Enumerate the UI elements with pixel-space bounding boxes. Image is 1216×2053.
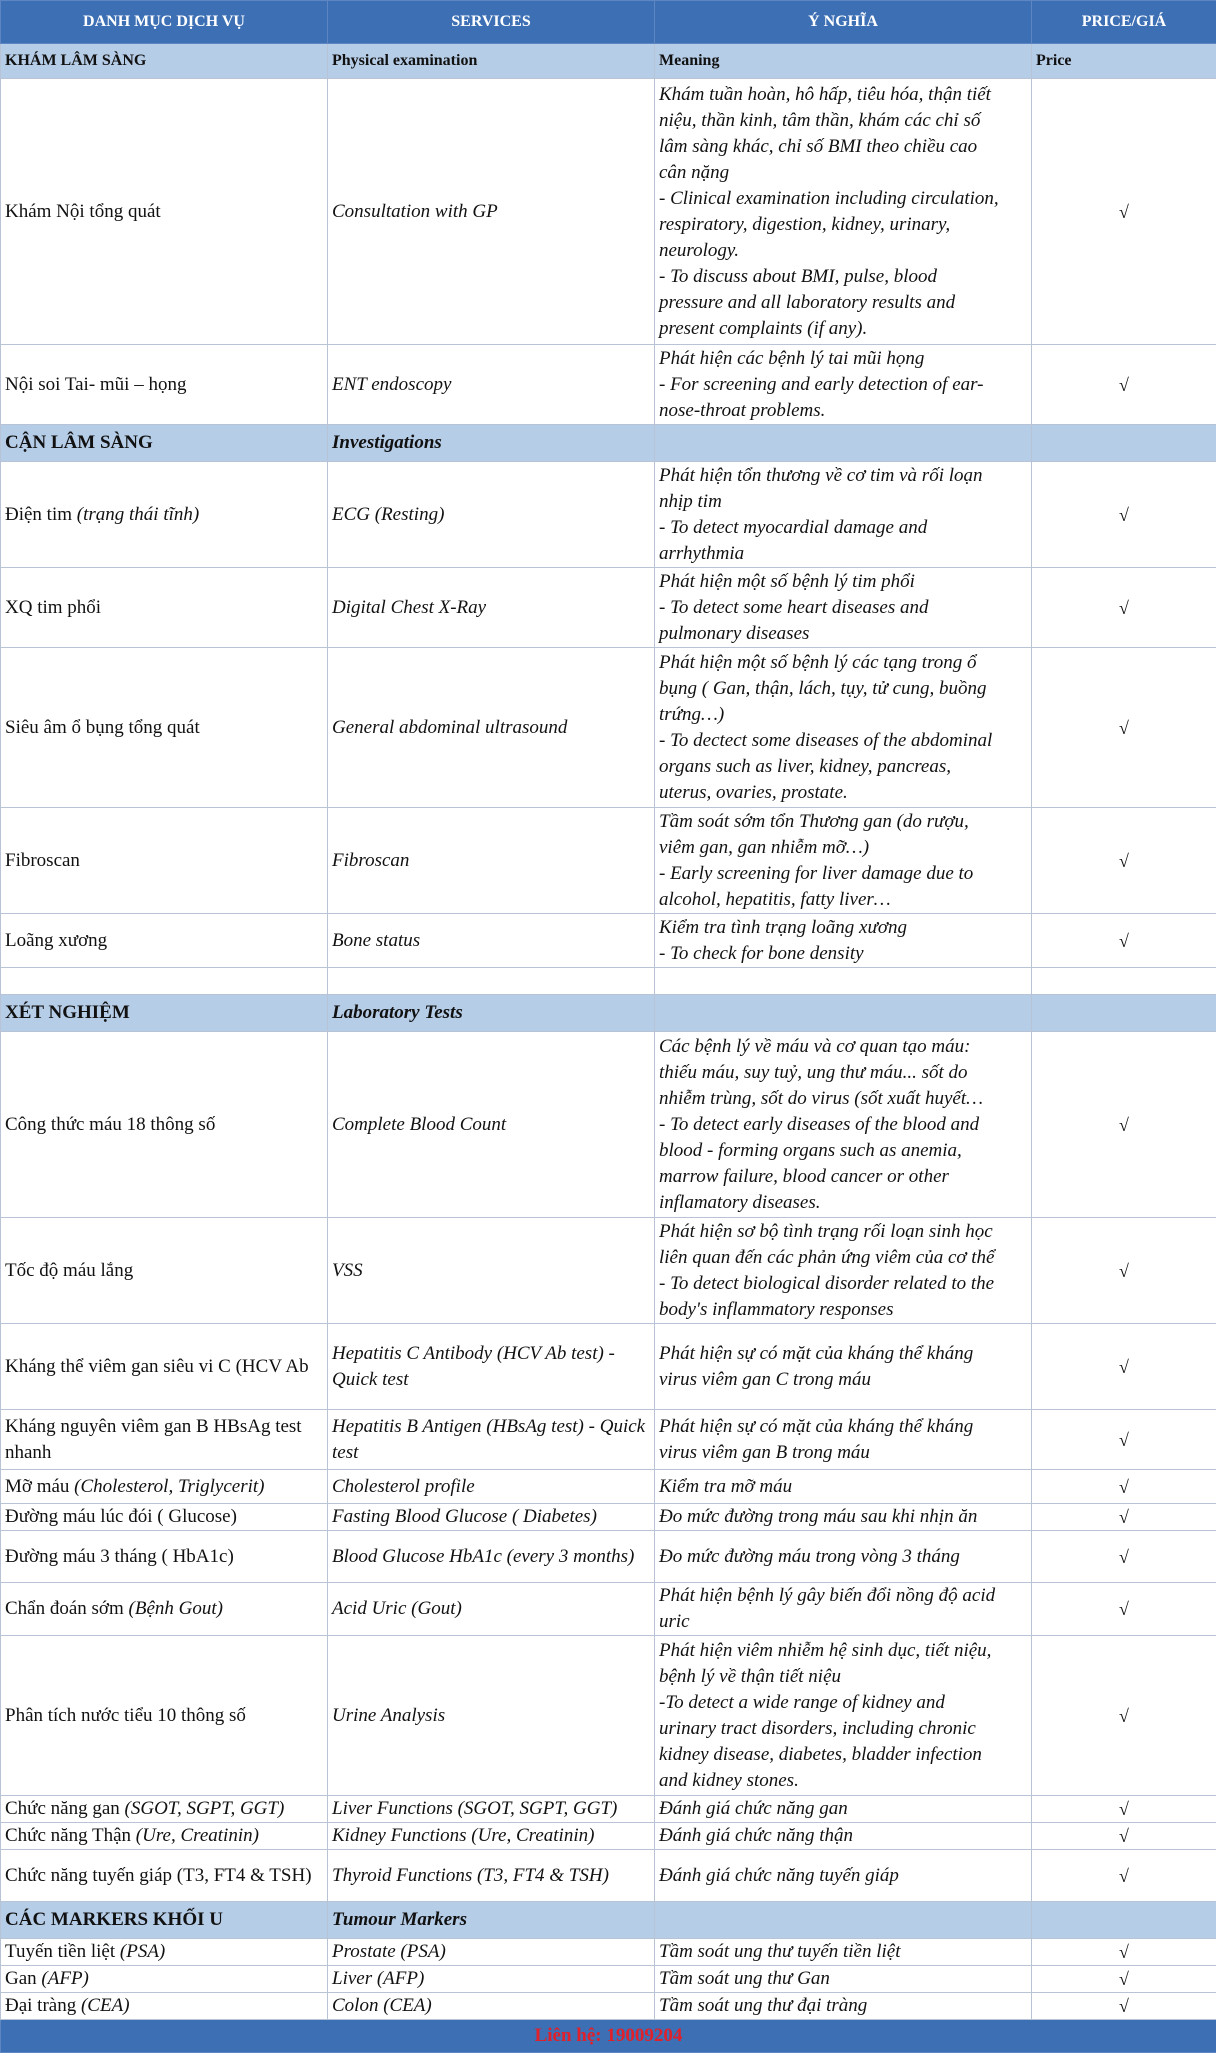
service-meaning	[655, 1636, 1032, 1796]
meaning-line: Đo mức đường máu trong vòng 3 tháng	[659, 1544, 1027, 1570]
service-meaning	[655, 568, 1032, 648]
meaning-line: Tầm soát sớm tổn Thương gan (do rượu,	[659, 809, 1027, 835]
subheader-clinical-en: Physical examination	[328, 44, 655, 79]
meaning-line: cân nặng	[659, 160, 1027, 186]
section-laboratory-tests	[1, 995, 1216, 1032]
section-title-en: Tumour Markers	[328, 1902, 655, 1939]
service-name-vi-text: Chẩn đoán sớm	[5, 1598, 129, 1619]
service-name-en: ENT endoscopy	[328, 345, 655, 425]
table-header-row	[1, 1, 1216, 44]
blank-cell	[1032, 968, 1216, 995]
service-meaning	[655, 1324, 1032, 1410]
table-row	[1, 1470, 1216, 1504]
service-name-vi	[1, 1324, 328, 1410]
meaning-line: liên quan đến các phản ứng viêm của cơ thể	[659, 1245, 1027, 1271]
meaning-line: Đánh giá chức năng gan	[659, 1796, 1027, 1822]
service-name-vi	[1, 1032, 328, 1218]
blank-row	[1, 968, 1216, 995]
section-title-vi: CẬN LÂM SÀNG	[1, 425, 328, 462]
service-name-vi-note: (Ure, Creatinin)	[136, 1825, 259, 1846]
service-name-vi-text: XQ tim phổi	[5, 597, 101, 618]
service-name-vi-text: Đường máu 3 tháng ( HbA1c)	[5, 1546, 234, 1567]
service-name-vi-note: (CEA)	[81, 1995, 130, 2016]
service-name-en: Complete Blood Count	[328, 1032, 655, 1218]
service-name-vi-text: Nội soi Tai- mũi – họng	[5, 374, 186, 395]
meaning-line: marrow failure, blood cancer or other	[659, 1164, 1027, 1190]
service-name-en: Fasting Blood Glucose ( Diabetes)	[328, 1504, 655, 1531]
service-name-vi-note: (trạng thái tĩnh)	[77, 504, 199, 525]
service-name-vi-note: (AFP)	[41, 1968, 88, 1989]
service-meaning	[655, 914, 1032, 968]
table-row	[1, 1636, 1216, 1796]
service-name-vi-text: Đại tràng	[5, 1995, 81, 2016]
service-name-en: Hepatitis B Antigen (HBsAg test) - Quick test	[328, 1410, 655, 1470]
service-name-vi	[1, 1966, 328, 1993]
meaning-line: nose-throat problems.	[659, 398, 1027, 424]
service-meaning	[655, 1939, 1032, 1966]
meaning-line: lâm sàng khác, chỉ số BMI theo chiều cao	[659, 134, 1027, 160]
meaning-line: - Clinical examination including circulation,	[659, 186, 1027, 212]
section-empty-cell	[1032, 995, 1216, 1032]
meaning-line: -To detect a wide range of kidney and	[659, 1690, 1027, 1716]
section-empty-cell	[655, 1902, 1032, 1939]
meaning-line: - To dectect some diseases of the abdominal	[659, 728, 1027, 754]
service-name-vi-text: Phân tích nước tiểu 10 thông số	[5, 1705, 246, 1726]
service-name-vi	[1, 1993, 328, 2020]
meaning-line: Tầm soát ung thư Gan	[659, 1966, 1027, 1992]
section-empty-cell	[1032, 425, 1216, 462]
blank-cell	[328, 968, 655, 995]
meaning-line: inflamatory diseases.	[659, 1190, 1027, 1216]
table-row	[1, 345, 1216, 425]
service-meaning	[655, 648, 1032, 808]
table-row	[1, 648, 1216, 808]
subheader-meaning: Meaning	[655, 44, 1032, 79]
price-check-mark: √	[1032, 79, 1216, 345]
service-meaning	[655, 1470, 1032, 1504]
meaning-line: respiratory, digestion, kidney, urinary,	[659, 212, 1027, 238]
table-row	[1, 1410, 1216, 1470]
service-name-en: Digital Chest X-Ray	[328, 568, 655, 648]
service-name-vi	[1, 1636, 328, 1796]
table-row	[1, 1993, 1216, 2020]
table-row	[1, 1032, 1216, 1218]
header-meaning: Ý NGHĨA	[655, 1, 1032, 44]
table-row	[1, 1218, 1216, 1324]
service-name-vi	[1, 345, 328, 425]
meaning-line: Đánh giá chức năng tuyến giáp	[659, 1863, 1027, 1889]
service-name-vi-text: Chức năng tuyến giáp (T3, FT4 & TSH)	[5, 1865, 312, 1886]
service-name-en: ECG (Resting)	[328, 462, 655, 568]
meaning-line: pulmonary diseases	[659, 621, 1027, 647]
meaning-line: Tầm soát ung thư tuyến tiền liệt	[659, 1939, 1027, 1965]
service-meaning	[655, 1850, 1032, 1902]
price-check-mark: √	[1032, 1324, 1216, 1410]
table-row	[1, 914, 1216, 968]
price-check-mark: √	[1032, 1032, 1216, 1218]
price-check-mark: √	[1032, 1939, 1216, 1966]
section-tumour-markers	[1, 1902, 1216, 1939]
table-row	[1, 1324, 1216, 1410]
table-row	[1, 1796, 1216, 1823]
service-name-vi-text: Đường máu lúc đói ( Glucose)	[5, 1506, 237, 1527]
meaning-line: - To detect early diseases of the blood and	[659, 1112, 1027, 1138]
service-name-vi-text: Chức năng gan	[5, 1798, 125, 1819]
meaning-line: body's inflammatory responses	[659, 1297, 1027, 1323]
service-name-vi-note: (PSA)	[120, 1941, 165, 1962]
meaning-line: virus viêm gan B trong máu	[659, 1440, 1027, 1466]
meaning-line: - For screening and early detection of ear-	[659, 372, 1027, 398]
meaning-line: uric	[659, 1609, 1027, 1635]
section-title-vi: XÉT NGHIỆM	[1, 995, 328, 1032]
meaning-line: Phát hiện các bệnh lý tai mũi họng	[659, 346, 1027, 372]
table-row	[1, 808, 1216, 914]
service-name-en: Acid Uric (Gout)	[328, 1583, 655, 1636]
service-meaning	[655, 1531, 1032, 1583]
service-name-vi	[1, 1218, 328, 1324]
meaning-line: uterus, ovaries, prostate.	[659, 780, 1027, 806]
price-check-mark: √	[1032, 1796, 1216, 1823]
service-name-vi-text: Chức năng Thận	[5, 1825, 136, 1846]
price-check-mark: √	[1032, 462, 1216, 568]
meaning-line: - To discuss about BMI, pulse, blood	[659, 264, 1027, 290]
service-name-vi	[1, 1410, 328, 1470]
service-name-vi-text: Công thức máu 18 thông số	[5, 1114, 215, 1135]
service-meaning	[655, 1796, 1032, 1823]
header-services: SERVICES	[328, 1, 655, 44]
meaning-line: bệnh lý về thận tiết niệu	[659, 1664, 1027, 1690]
meaning-line: - To detect myocardial damage and	[659, 515, 1027, 541]
service-name-vi	[1, 1939, 328, 1966]
service-name-vi-text: Loãng xương	[5, 930, 107, 951]
price-check-mark: √	[1032, 1823, 1216, 1850]
section-title-vi: CÁC MARKERS KHỐI U	[1, 1902, 328, 1939]
meaning-line: nhịp tim	[659, 489, 1027, 515]
price-check-mark: √	[1032, 1218, 1216, 1324]
service-name-vi-text: Điện tim	[5, 504, 77, 525]
meaning-line: Phát hiện sự có mặt của kháng thể kháng	[659, 1414, 1027, 1440]
meaning-line: alcohol, hepatitis, fatty liver…	[659, 887, 1027, 913]
section-empty-cell	[655, 425, 1032, 462]
table-row	[1, 1966, 1216, 1993]
price-check-mark: √	[1032, 1504, 1216, 1531]
service-name-en: Blood Glucose HbA1c (every 3 months)	[328, 1531, 655, 1583]
service-name-en: Colon (CEA)	[328, 1993, 655, 2020]
price-check-mark: √	[1032, 1966, 1216, 1993]
meaning-line: bụng ( Gan, thận, lách, tụy, tử cung, buồng	[659, 676, 1027, 702]
service-meaning	[655, 1032, 1032, 1218]
meaning-line: Phát hiện một số bệnh lý các tạng trong ổ	[659, 650, 1027, 676]
service-name-en: Fibroscan	[328, 808, 655, 914]
price-check-mark: √	[1032, 1993, 1216, 2020]
service-meaning	[655, 79, 1032, 345]
service-name-vi-note: (Bệnh Gout)	[129, 1598, 223, 1619]
meaning-line: viêm gan, gan nhiễm mỡ…)	[659, 835, 1027, 861]
meaning-line: Tầm soát ung thư đại tràng	[659, 1993, 1027, 2019]
service-meaning	[655, 345, 1032, 425]
service-name-vi	[1, 1796, 328, 1823]
service-name-vi-text: Tốc độ máu lắng	[5, 1260, 133, 1281]
service-meaning	[655, 462, 1032, 568]
service-name-en: Liver Functions (SGOT, SGPT, GGT)	[328, 1796, 655, 1823]
meaning-line: Phát hiện sơ bộ tình trạng rối loạn sinh học	[659, 1219, 1027, 1245]
meaning-line: urinary tract disorders, including chronic	[659, 1716, 1027, 1742]
service-meaning	[655, 1583, 1032, 1636]
meaning-line: virus viêm gan C trong máu	[659, 1367, 1027, 1393]
price-check-mark: √	[1032, 648, 1216, 808]
service-name-vi	[1, 79, 328, 345]
table-row	[1, 1850, 1216, 1902]
service-name-vi	[1, 1583, 328, 1636]
table-row	[1, 1823, 1216, 1850]
meaning-line: nhiễm trùng, sốt do virus (sốt xuất huyết…	[659, 1086, 1027, 1112]
section-investigations	[1, 425, 1216, 462]
meaning-line: kidney disease, diabetes, bladder infection	[659, 1742, 1027, 1768]
service-name-en: Prostate (PSA)	[328, 1939, 655, 1966]
meaning-line: present complaints (if any).	[659, 316, 1027, 342]
meaning-line: Phát hiện tổn thương về cơ tim và rối loạn	[659, 463, 1027, 489]
service-name-vi-text: Tuyến tiền liệt	[5, 1941, 120, 1962]
service-name-en: Consultation with GP	[328, 79, 655, 345]
service-meaning	[655, 1823, 1032, 1850]
service-name-vi-text: Mỡ máu	[5, 1476, 74, 1497]
service-name-en: Liver (AFP)	[328, 1966, 655, 1993]
service-name-en: VSS	[328, 1218, 655, 1324]
contact-hotline: Liên hệ: 19009204	[1, 2020, 1216, 2053]
service-name-vi	[1, 1504, 328, 1531]
service-name-vi	[1, 808, 328, 914]
meaning-line: neurology.	[659, 238, 1027, 264]
meaning-line: and kidney stones.	[659, 1768, 1027, 1794]
meaning-line: Các bệnh lý về máu và cơ quan tạo máu:	[659, 1034, 1027, 1060]
service-name-en: Hepatitis C Antibody (HCV Ab test) - Quick test	[328, 1324, 655, 1410]
service-name-vi	[1, 1823, 328, 1850]
table-row	[1, 1939, 1216, 1966]
price-check-mark: √	[1032, 1531, 1216, 1583]
service-meaning	[655, 1966, 1032, 1993]
service-name-vi	[1, 914, 328, 968]
meaning-line: Phát hiện viêm nhiễm hệ sinh dục, tiết niệu,	[659, 1638, 1027, 1664]
service-name-vi-text: Fibroscan	[5, 850, 80, 871]
service-name-en: Cholesterol profile	[328, 1470, 655, 1504]
price-check-mark: √	[1032, 1583, 1216, 1636]
table-row	[1, 1504, 1216, 1531]
meaning-line: - To detect biological disorder related to the	[659, 1271, 1027, 1297]
subheader-clinical-vi: KHÁM LÂM SÀNG	[1, 44, 328, 79]
service-name-vi	[1, 462, 328, 568]
meaning-line: Phát hiện sự có mặt của kháng thể kháng	[659, 1341, 1027, 1367]
table-body	[1, 44, 1216, 2053]
meaning-line: organs such as liver, kidney, pancreas,	[659, 754, 1027, 780]
service-name-vi-text: Gan	[5, 1968, 41, 1989]
service-name-vi	[1, 568, 328, 648]
meaning-line: - Early screening for liver damage due to	[659, 861, 1027, 887]
service-name-en: Urine Analysis	[328, 1636, 655, 1796]
meaning-line: trứng…)	[659, 702, 1027, 728]
service-name-vi-text: Kháng nguyên viêm gan B HBsAg test nhanh	[5, 1416, 302, 1463]
service-meaning	[655, 1504, 1032, 1531]
service-name-vi-note: (Cholesterol, Triglycerit)	[74, 1476, 264, 1497]
service-name-en: Bone status	[328, 914, 655, 968]
meaning-line: Đánh giá chức năng thận	[659, 1823, 1027, 1849]
service-meaning	[655, 808, 1032, 914]
blank-cell	[655, 968, 1032, 995]
service-meaning	[655, 1218, 1032, 1324]
meaning-line: Kiểm tra tình trạng loãng xương	[659, 915, 1027, 941]
service-name-vi	[1, 1531, 328, 1583]
meaning-line: - To detect some heart diseases and	[659, 595, 1027, 621]
section-title-en: Laboratory Tests	[328, 995, 655, 1032]
meaning-line: Kiểm tra mỡ máu	[659, 1474, 1027, 1500]
service-name-vi	[1, 1850, 328, 1902]
section-empty-cell	[1032, 1902, 1216, 1939]
price-check-mark: √	[1032, 345, 1216, 425]
meaning-line: pressure and all laboratory results and	[659, 290, 1027, 316]
table-row	[1, 79, 1216, 345]
price-check-mark: √	[1032, 914, 1216, 968]
price-check-mark: √	[1032, 1410, 1216, 1470]
header-service-list: DANH MỤC DỊCH VỤ	[1, 1, 328, 44]
service-name-vi-text: Siêu âm ổ bụng tổng quát	[5, 717, 200, 738]
blank-cell	[1, 968, 328, 995]
meaning-line: thiếu máu, suy tuỷ, ung thư máu... sốt do	[659, 1060, 1027, 1086]
price-check-mark: √	[1032, 1850, 1216, 1902]
header-price: PRICE/GIÁ	[1032, 1, 1216, 44]
section-empty-cell	[655, 995, 1032, 1032]
section-title-en: Investigations	[328, 425, 655, 462]
meaning-line: Phát hiện một số bệnh lý tim phổi	[659, 569, 1027, 595]
service-name-en: Kidney Functions (Ure, Creatinin)	[328, 1823, 655, 1850]
meaning-line: Khám tuần hoàn, hô hấp, tiêu hóa, thận tiết	[659, 82, 1027, 108]
service-meaning	[655, 1410, 1032, 1470]
meaning-line: blood - forming organs such as anemia,	[659, 1138, 1027, 1164]
table-row	[1, 462, 1216, 568]
service-name-vi-note: (SGOT, SGPT, GGT)	[125, 1798, 285, 1819]
table-row	[1, 568, 1216, 648]
service-name-vi-text: Khám Nội tổng quát	[5, 201, 161, 222]
service-name-vi	[1, 1470, 328, 1504]
meaning-line: - To check for bone density	[659, 941, 1027, 967]
price-check-mark: √	[1032, 568, 1216, 648]
service-name-en: General abdominal ultrasound	[328, 648, 655, 808]
service-name-vi	[1, 648, 328, 808]
meaning-line: Đo mức đường trong máu sau khi nhịn ăn	[659, 1504, 1027, 1530]
meaning-line: arrhythmia	[659, 541, 1027, 567]
service-meaning	[655, 1993, 1032, 2020]
subheader-price: Price	[1032, 44, 1216, 79]
service-name-en: Thyroid Functions (T3, FT4 & TSH)	[328, 1850, 655, 1902]
table-row	[1, 1583, 1216, 1636]
price-check-mark: √	[1032, 1636, 1216, 1796]
table-row	[1, 1531, 1216, 1583]
meaning-line: Phát hiện bệnh lý gây biến đổi nồng độ acid	[659, 1583, 1027, 1609]
price-check-mark: √	[1032, 1470, 1216, 1504]
price-check-mark: √	[1032, 808, 1216, 914]
subheader-row	[1, 44, 1216, 79]
service-name-vi-text: Kháng thể viêm gan siêu vi C (HCV Ab	[5, 1356, 309, 1377]
meaning-line: niệu, thần kinh, tâm thần, khám các chỉ số	[659, 108, 1027, 134]
